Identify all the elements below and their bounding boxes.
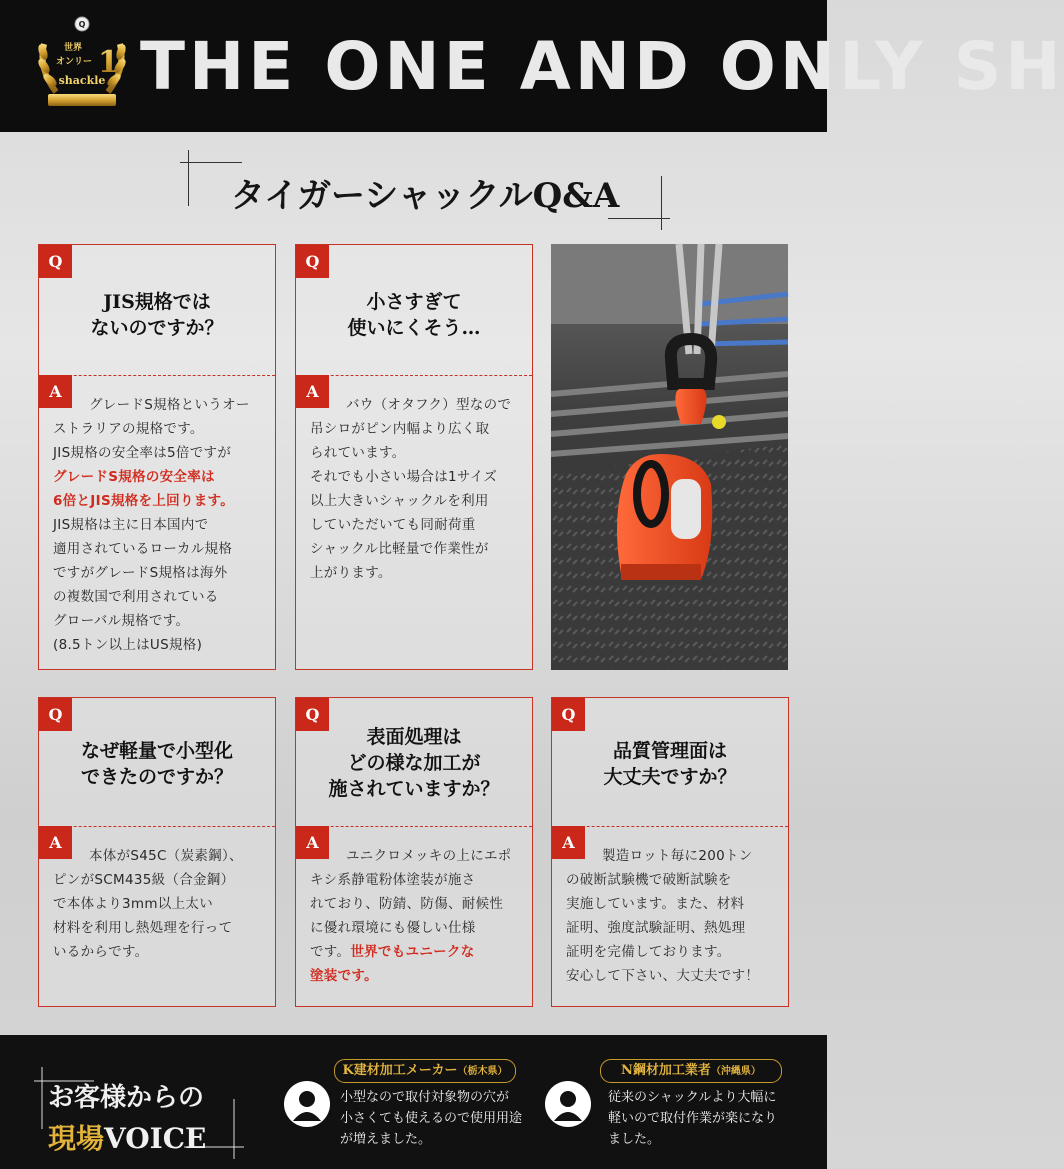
voice-company-badge: K建材加工メーカー（栃木県） [334, 1059, 516, 1083]
svg-text:Q: Q [78, 20, 86, 29]
answer-tag: A [39, 826, 72, 859]
answer-tag: A [552, 826, 585, 859]
svg-text:shackle: shackle [58, 74, 106, 87]
question-text: なぜ軽量で小型化 できたのですか？ [80, 740, 233, 788]
question-text: JIS規格では ないのですか？ [90, 291, 224, 339]
qa-card-surface [295, 697, 533, 1007]
voice-label [34, 1059, 244, 1159]
answer-text: 本体がS45C（炭素鋼）、 ピンがSCM435級（合金鋼） で本体より3mm以上太い 材料を利用し熱処理を行って いるからです。 [53, 848, 243, 960]
user-avatar-icon [284, 1081, 330, 1127]
answer-text: ユニクロメッキの上にエポ キシ系静電粉体塗装が施さ れており、防錆、防傷、耐候性 に優れ環境にも優しい仕様 です。世界でもユニークな 塗装です。 [310, 848, 512, 984]
answer-text: バウ（オタフク）型なので 吊シロがピン内幅より広く取 られています。 それでも小さい場合は1サイズ 以上大きいシャックルを利用 していただいても同耐荷重 シャックル比軽量で作業性が 上がります。 [310, 397, 512, 581]
question-text: 品質管理面は 大丈夫ですか？ [603, 740, 737, 788]
question-text: 小さすぎて 使いにくそう… [347, 291, 481, 339]
question-tag: Q [296, 245, 329, 278]
svg-text:1: 1 [98, 45, 119, 80]
question-tag: Q [39, 698, 72, 731]
user-avatar-icon [545, 1081, 591, 1127]
voice-comment: 従来のシャックルより大幅に 軽いので取付作業が楽になり ました。 [608, 1090, 778, 1147]
world-only-one-laurel-badge [34, 14, 130, 114]
answer-tag: A [39, 375, 72, 408]
voice-comment: 小型なので取付対象物の穴が 小さくても使えるので使用用途 が増えました。 [340, 1090, 523, 1147]
qa-card-quality [551, 697, 789, 1007]
answer-text: 製造ロット毎に200トン の破断試験機で破断試験を 実施しています。また、材料 証明、強度試験証明、熱処理 証明を完備しております。 安心して下さい、大丈夫です！ [566, 848, 760, 984]
svg-text:オンリー: オンリー [56, 57, 93, 67]
voice-label-line2: 現場VOICE [48, 1122, 207, 1155]
voice-label-line1: お客様からの [48, 1083, 205, 1113]
qa-card-lightweight [38, 697, 276, 1007]
qa-card-size [295, 244, 533, 670]
header-banner [0, 0, 1064, 132]
headline: THE ONE AND ONLY SH [140, 28, 1064, 105]
question-tag: Q [552, 698, 585, 731]
answer-tag: A [296, 375, 329, 408]
shackle-clamp-photo [551, 244, 788, 670]
svg-text:世界: 世界 [64, 43, 83, 53]
answer-tag: A [296, 826, 329, 859]
customer-voice-footer [0, 1035, 827, 1169]
section-title: タイガーシャックルQ&A [230, 176, 620, 216]
question-text: 表面処理は どの様な加工が 施されていますか？ [328, 726, 500, 800]
question-tag: Q [39, 245, 72, 278]
qa-card-jis [38, 244, 276, 670]
section-title-frame [180, 150, 670, 230]
voice-company-badge: N鋼材加工業者（沖縄県） [600, 1059, 782, 1083]
answer-text: グレードS規格というオー ストラリアの規格です。 JIS規格の安全率は5倍ですが グレードS規格の安全率は 6倍とJIS規格を上回ります。 JIS規格は主に日本国内で 適用されているローカル規格 ですがグレードS規格は海外 の複数国で利用されている グローバル規格です。 (8.5トン以上はUS規格) [53, 397, 250, 653]
question-tag: Q [296, 698, 329, 731]
